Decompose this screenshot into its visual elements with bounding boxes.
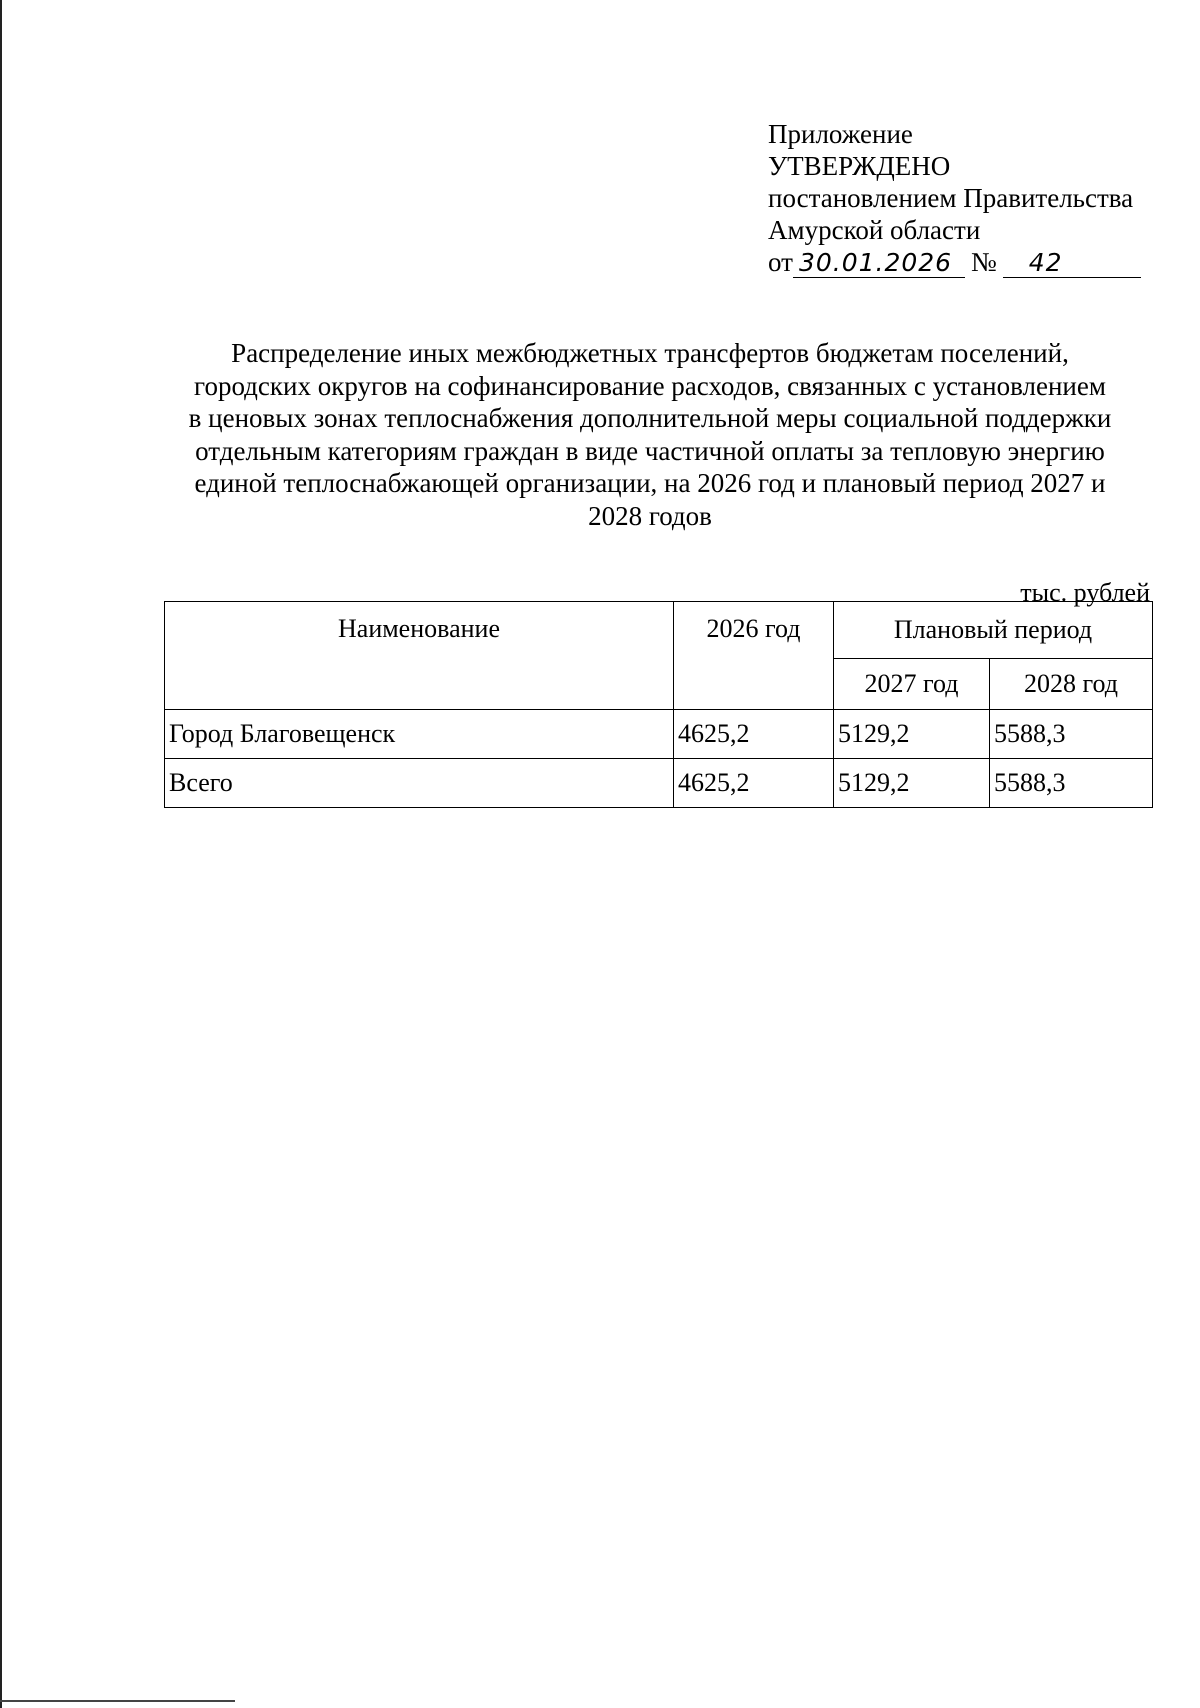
row-value-2027: 5129,2 xyxy=(834,759,990,808)
table-header-row xyxy=(165,602,1153,659)
header-name: Наименование xyxy=(165,602,674,710)
scan-left-edge xyxy=(0,0,2,1708)
header-2027: 2027 год xyxy=(834,659,990,710)
number-label: № xyxy=(970,247,997,277)
title-line: отдельным категориям граждан в виде частичной оплаты за тепловую энергию xyxy=(195,435,1105,466)
date-prefix: от xyxy=(768,247,793,277)
title-line: 2028 годов xyxy=(588,500,712,531)
title-line: в ценовых зонах теплоснабжения дополнительной меры социальной поддержки xyxy=(188,403,1112,433)
title-line: городских округов на софинансирование расходов, связанных с установлением xyxy=(194,370,1106,401)
title-line: Распределение иных межбюджетных трансфертов бюджетам поселений, xyxy=(231,338,1069,368)
approval-appendix: Приложение xyxy=(768,119,913,149)
row-name: Город Благовещенск xyxy=(165,710,674,759)
row-value-2028: 5588,3 xyxy=(990,759,1153,808)
table-row-total xyxy=(165,759,1153,808)
approval-by-decree: постановлением Правительства xyxy=(768,183,1134,213)
header-plan-period: Плановый период xyxy=(834,602,1153,659)
units-label: тыс. рублей xyxy=(1020,578,1150,607)
row-value-2028: 5588,3 xyxy=(990,710,1153,759)
row-value-2027: 5129,2 xyxy=(834,710,990,759)
approval-date-line xyxy=(768,246,1168,278)
approval-approved: УТВЕРЖДЕНО xyxy=(768,151,951,181)
row-value-2026: 4625,2 xyxy=(674,710,834,759)
approval-region: Амурской области xyxy=(768,215,981,245)
budget-table xyxy=(164,601,1153,808)
approval-block xyxy=(768,118,1168,278)
title-line: единой теплоснабжающей организации, на 2026 год и плановый период 2027 и xyxy=(194,468,1106,498)
document-title xyxy=(150,337,1150,532)
header-2028: 2028 год xyxy=(990,659,1153,710)
handwritten-date: 30.01.2026 xyxy=(793,249,965,278)
row-name: Всего xyxy=(165,759,674,808)
row-value-2026: 4625,2 xyxy=(674,759,834,808)
scan-bottom-mark xyxy=(0,1700,235,1702)
handwritten-number: 42 xyxy=(1003,249,1141,278)
header-2026: 2026 год xyxy=(674,602,834,710)
table-row xyxy=(165,710,1153,759)
